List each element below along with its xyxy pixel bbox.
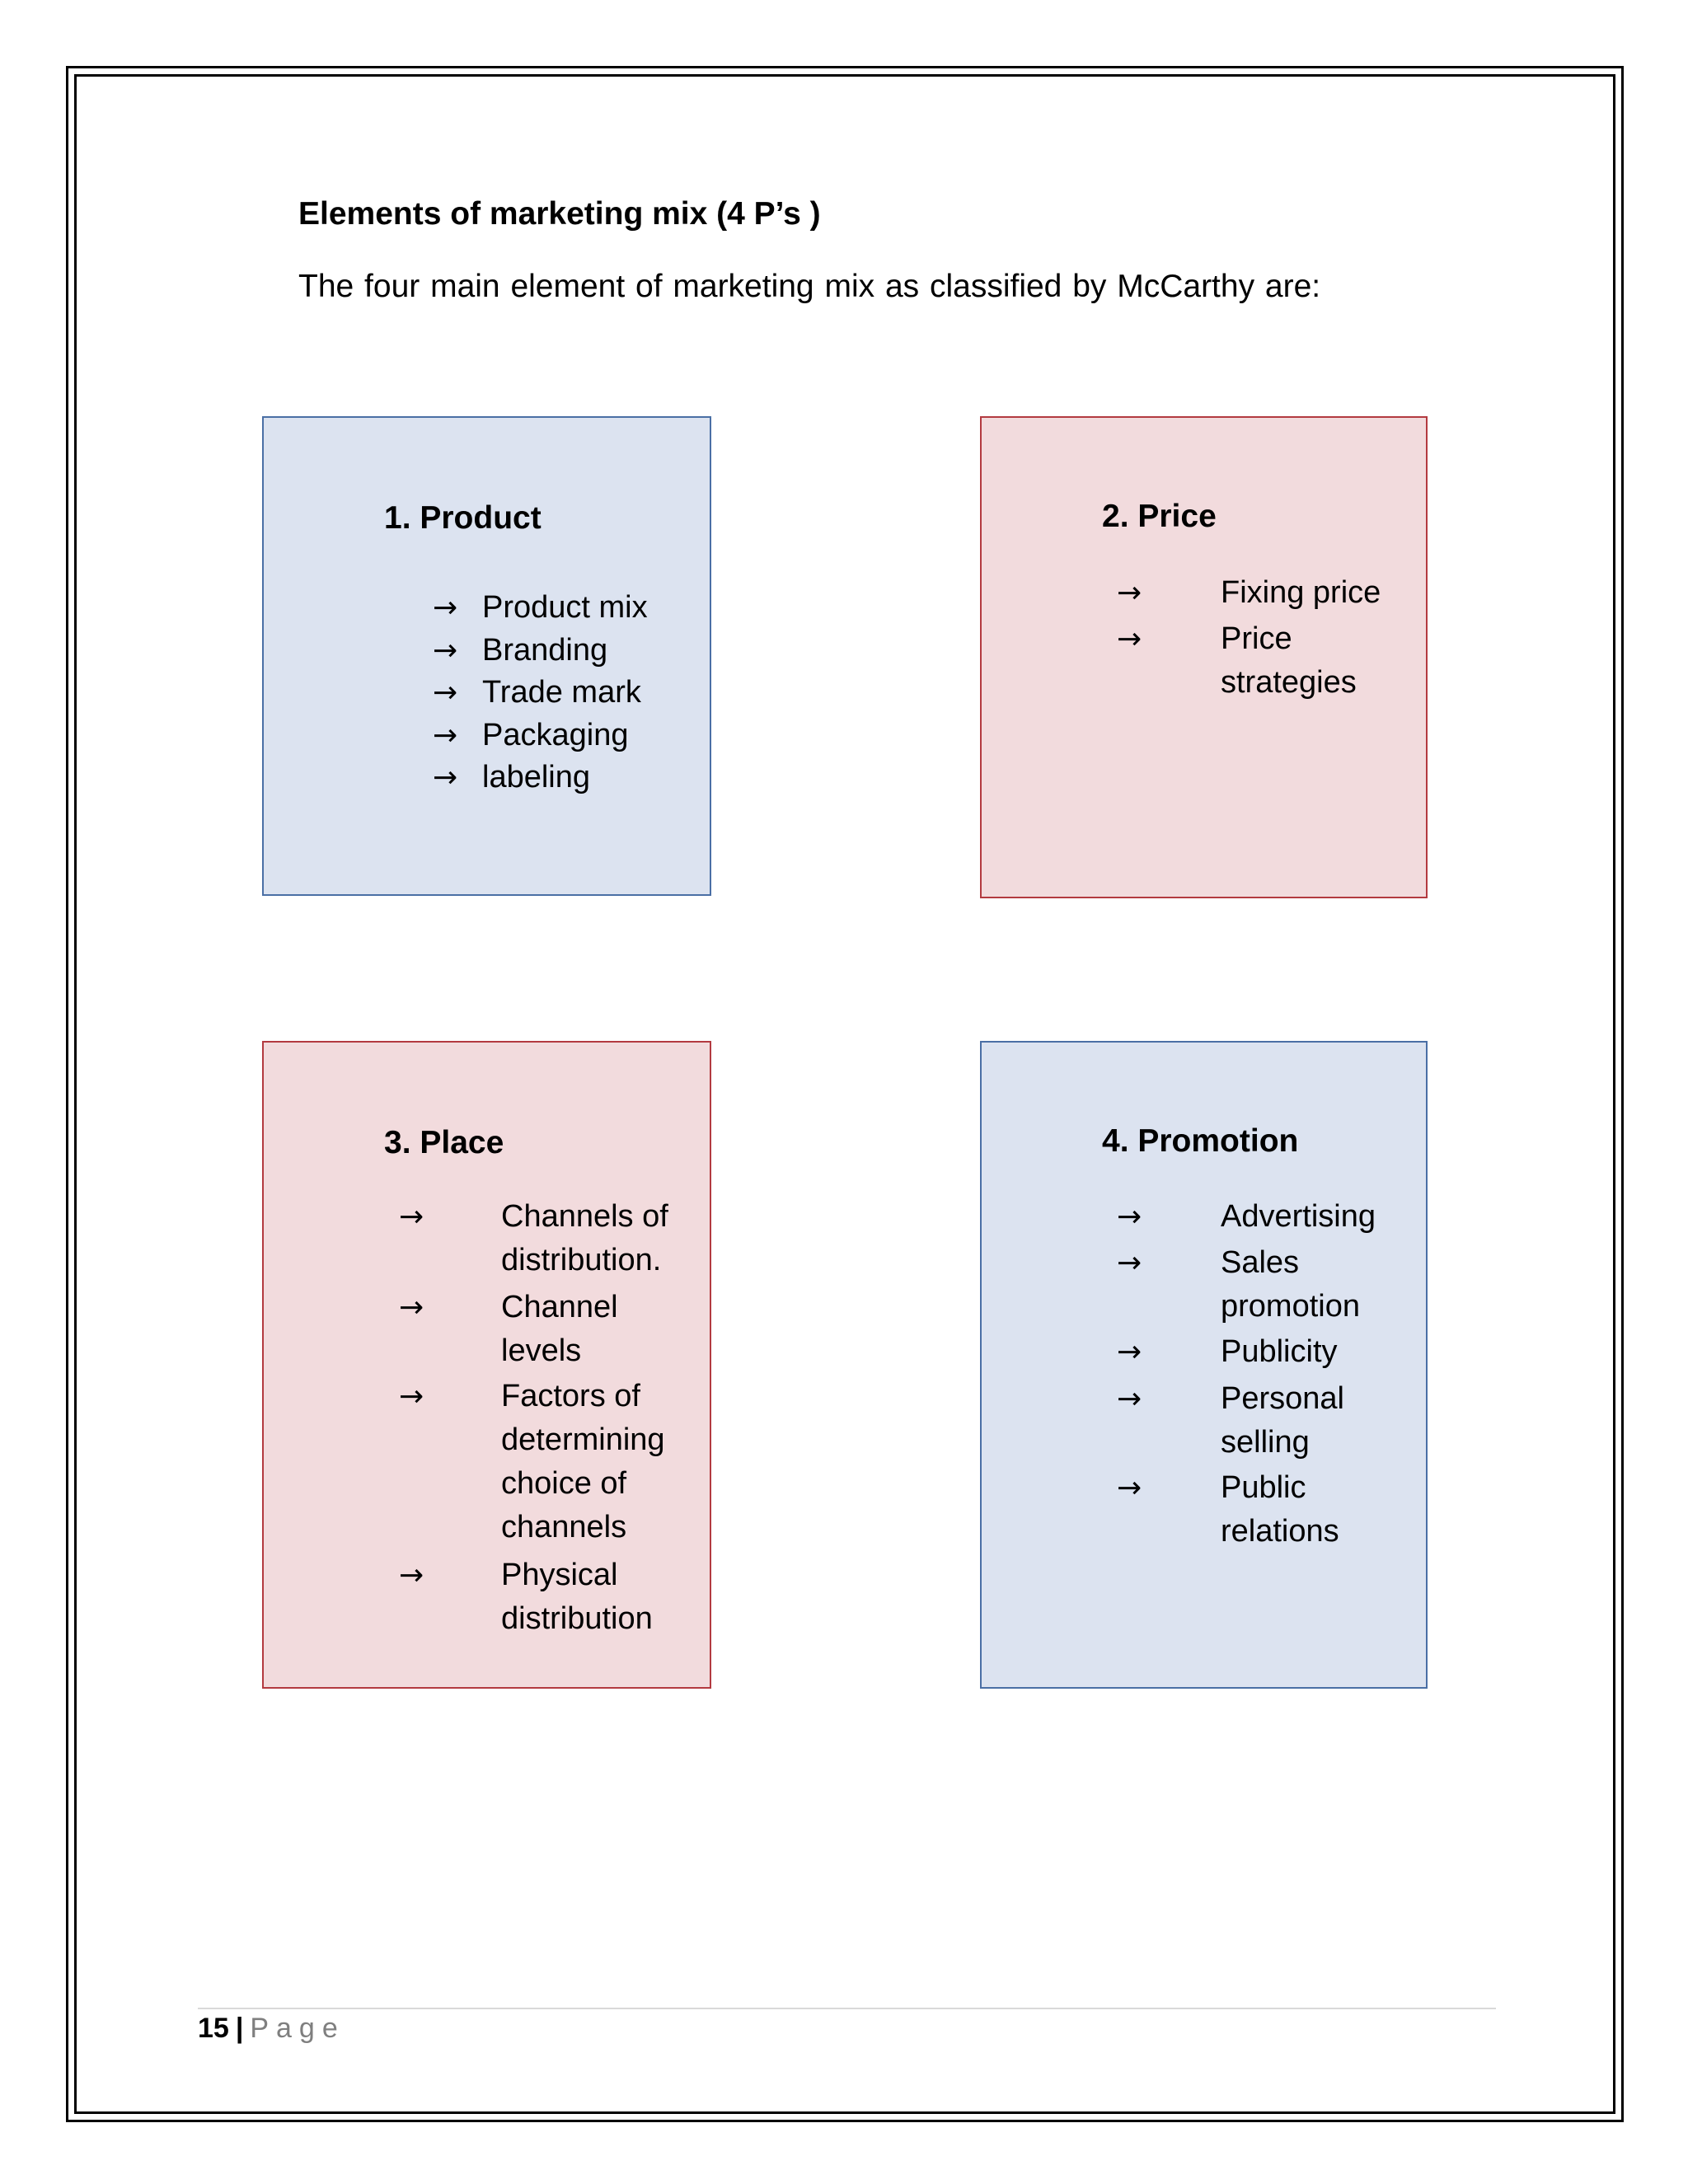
- place-item-line: levels: [501, 1333, 582, 1368]
- promotion-item: [1117, 1195, 1376, 1239]
- page-number: 15: [198, 2013, 229, 2044]
- place-item-line: distribution.: [501, 1243, 662, 1277]
- price-item: [1117, 571, 1381, 615]
- promotion-item-line: Public: [1221, 1470, 1306, 1505]
- product-item: [433, 671, 641, 715]
- product-title: 1. Product: [384, 500, 542, 536]
- promotion-item: [1117, 1377, 1344, 1465]
- page-label: Page: [250, 2013, 345, 2044]
- promotion-title: 4. Promotion: [1102, 1123, 1299, 1159]
- arrow-icon: →: [1117, 622, 1142, 656]
- place-item-line: Channels of: [501, 1199, 668, 1234]
- arrow-icon: →: [433, 591, 458, 625]
- arrow-icon: →: [399, 1291, 424, 1324]
- promotion-item: [1117, 1466, 1339, 1554]
- place-title: 3. Place: [384, 1125, 504, 1160]
- arrow-icon: →: [433, 676, 458, 710]
- arrow-icon: →: [1117, 576, 1142, 610]
- place-item-line: Channel: [501, 1290, 618, 1324]
- place-item: [399, 1195, 668, 1282]
- place-item: [399, 1375, 665, 1549]
- arrow-icon: →: [433, 634, 458, 668]
- arrow-icon: →: [433, 761, 458, 794]
- product-item-text: Trade mark: [482, 675, 641, 710]
- section-heading: Elements of marketing mix (4 P’s ): [298, 196, 821, 232]
- place-item-line: Factors of: [501, 1379, 640, 1413]
- product-item: [433, 714, 628, 757]
- product-item: [433, 629, 607, 673]
- price-item-line: Price: [1221, 621, 1292, 656]
- place-item-line: determining: [501, 1422, 665, 1457]
- place-item: [399, 1286, 618, 1373]
- promotion-item-line: Personal: [1221, 1381, 1344, 1416]
- product-item: [433, 756, 590, 799]
- promotion-item-line: selling: [1221, 1425, 1310, 1460]
- promotion-item-line: Advertising: [1221, 1199, 1376, 1234]
- intro-paragraph: The four main element of marketing mix as classified by McCarthy are:: [298, 269, 1321, 304]
- product-item-text: labeling: [482, 760, 590, 794]
- page-footer: [198, 2013, 345, 2045]
- price-title: 2. Price: [1102, 499, 1217, 534]
- price-item-line: Fixing price: [1221, 575, 1381, 610]
- arrow-icon: →: [399, 1200, 424, 1234]
- footer-divider: [198, 2008, 1496, 2009]
- footer-separator: |: [235, 2013, 244, 2044]
- price-box: [980, 416, 1428, 898]
- place-item-line: channels: [501, 1510, 627, 1544]
- promotion-item-line: Publicity: [1221, 1334, 1338, 1369]
- promotion-item-line: Sales: [1221, 1245, 1300, 1280]
- place-item-line: distribution: [501, 1601, 653, 1636]
- promotion-item-line: relations: [1221, 1514, 1339, 1549]
- arrow-icon: →: [399, 1558, 424, 1592]
- arrow-icon: →: [1117, 1200, 1142, 1234]
- arrow-icon: →: [399, 1380, 424, 1413]
- product-box: [262, 416, 711, 896]
- place-item-line: choice of: [501, 1466, 627, 1501]
- place-item: [399, 1554, 653, 1641]
- arrow-icon: →: [1117, 1471, 1142, 1505]
- promotion-box: [980, 1041, 1428, 1689]
- arrow-icon: →: [1117, 1382, 1142, 1416]
- promotion-item-line: promotion: [1221, 1289, 1360, 1324]
- product-item-text: Branding: [482, 633, 608, 668]
- product-item-text: Packaging: [482, 718, 629, 752]
- promotion-item: [1117, 1241, 1360, 1329]
- price-item-line: strategies: [1221, 665, 1357, 700]
- arrow-icon: →: [433, 719, 458, 752]
- product-item-text: Product mix: [482, 590, 648, 625]
- arrow-icon: →: [1117, 1335, 1142, 1369]
- place-box: [262, 1041, 711, 1689]
- price-item: [1117, 617, 1357, 705]
- promotion-item: [1117, 1330, 1338, 1374]
- arrow-icon: →: [1117, 1246, 1142, 1280]
- place-item-line: Physical: [501, 1558, 618, 1592]
- product-item: [433, 586, 648, 630]
